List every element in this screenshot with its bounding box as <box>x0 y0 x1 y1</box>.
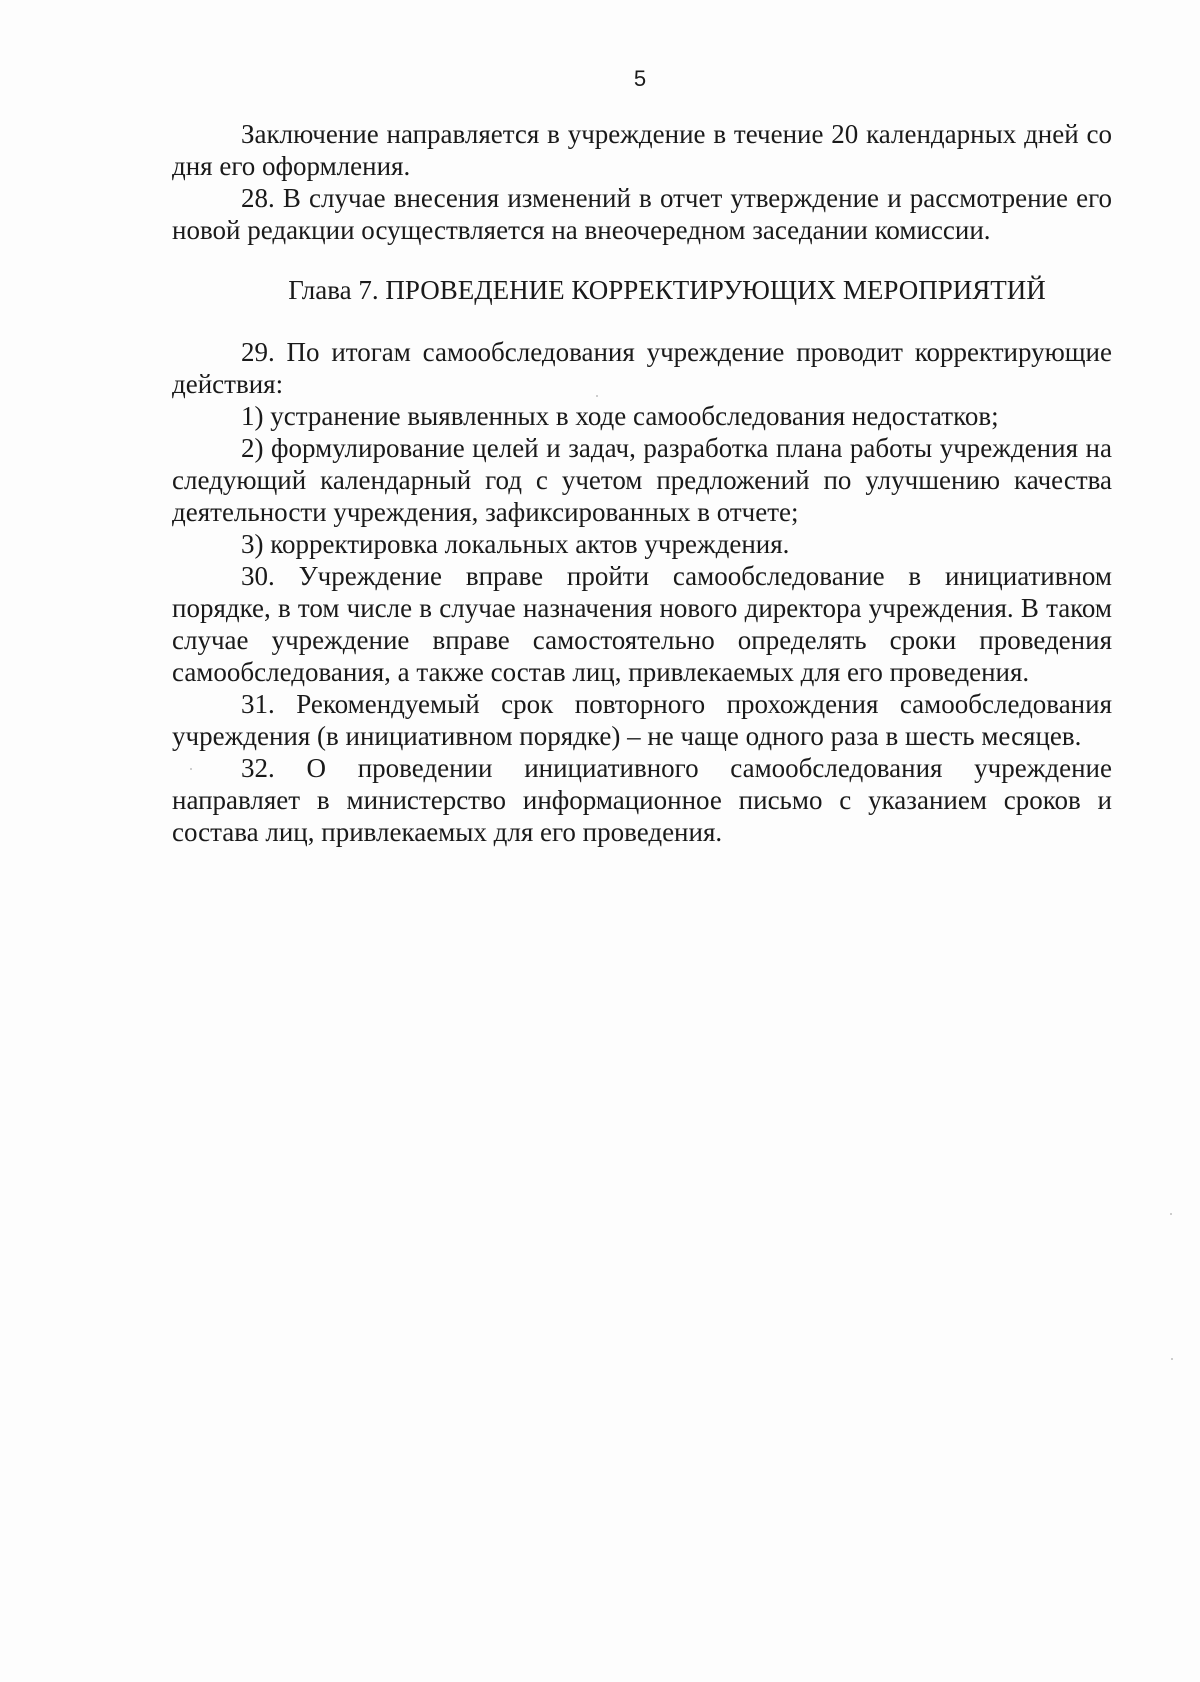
chapter-title: Глава 7. ПРОВЕДЕНИЕ КОРРЕКТИРУЮЩИХ МЕРОПРИЯТИЙ <box>288 275 1046 305</box>
paragraph-30: 30. Учреждение вправе пройти самообследование в инициативном порядке, в том числе в случае назначения нового директора учреждения. В таком случае учреждение вправе самостоятельно определять сроки проведения самообследования, а также состав лиц, привлекаемых для его проведения. <box>172 561 1112 687</box>
scan-speck <box>596 395 598 397</box>
document-body <box>172 118 1112 848</box>
scan-speck <box>1170 1213 1172 1215</box>
scan-speck <box>190 768 192 770</box>
list-item-3: 3) корректировка локальных актов учреждения. <box>241 529 790 559</box>
list-item-1: 1) устранение выявленных в ходе самообследования недостатков; <box>241 401 999 431</box>
paragraph-28: 28. В случае внесения изменений в отчет утверждение и рассмотрение его новой редакции осуществляется на внеочередном заседании комиссии. <box>172 183 1112 245</box>
page-number: 5 <box>633 66 647 91</box>
paragraph-32: 32. О проведении инициативного самообследования учреждение направляет в министерство информационное письмо с указанием сроков и состава лиц, привлекаемых для его проведения. <box>172 753 1112 847</box>
scan-speck <box>1171 1358 1173 1360</box>
paragraph-29: 29. По итогам самообследования учреждение проводит корректирующие действия: <box>172 337 1112 399</box>
paragraph-31: 31. Рекомендуемый срок повторного прохождения самообследования учреждения (в инициативном порядке) – не чаще одного раза в шесть месяцев. <box>172 689 1112 751</box>
paragraph-conclusion: Заключение направляется в учреждение в течение 20 календарных дней со дня его оформления. <box>172 119 1112 181</box>
list-item-2: 2) формулирование целей и задач, разработка плана работы учреждения на следующий календарный год с учетом предложений по улучшению качества деятельности учреждения, зафиксированных в отчете; <box>172 433 1112 527</box>
